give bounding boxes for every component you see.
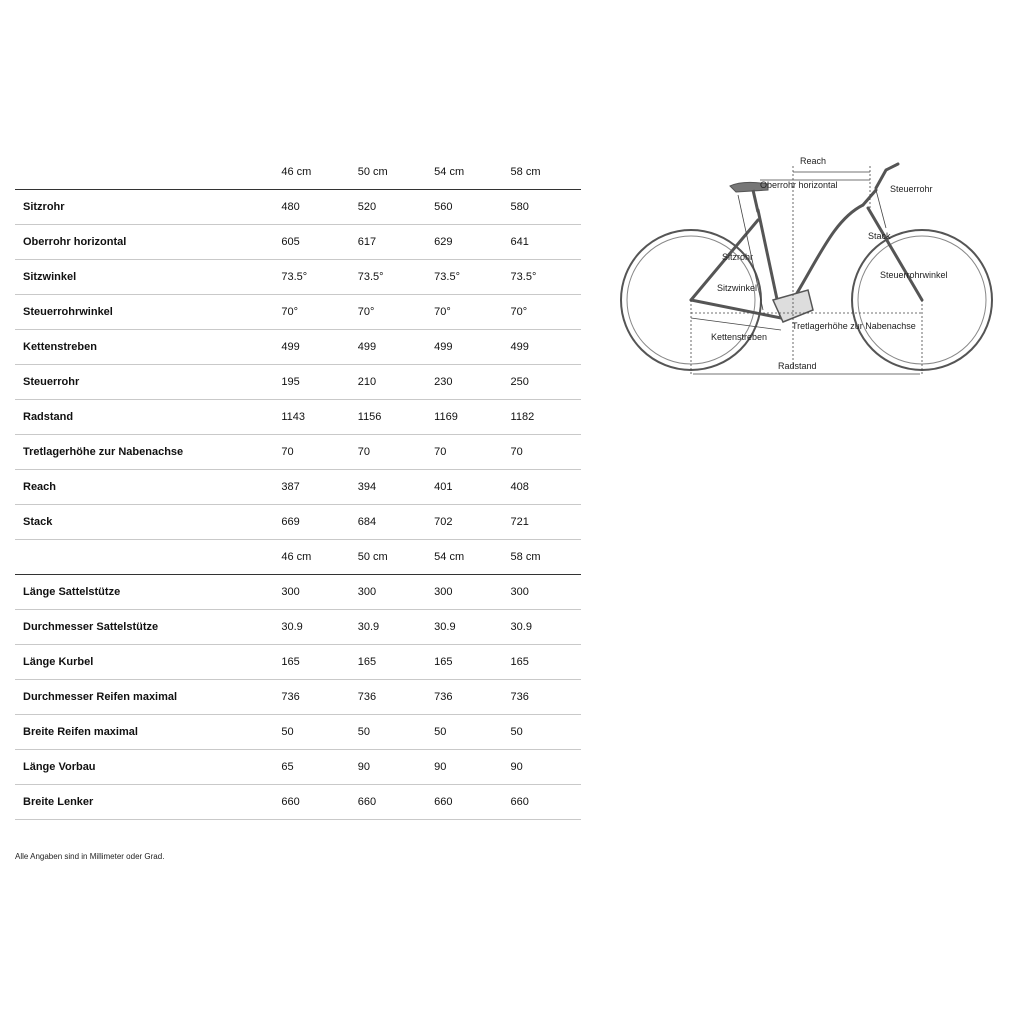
table-row (15, 680, 581, 715)
row-value: 580 (505, 190, 581, 225)
label-radstand: Radstand (778, 361, 817, 371)
table-row (15, 330, 581, 365)
row-value: 605 (275, 225, 351, 260)
row-value: 660 (275, 785, 351, 820)
row-value: 70 (505, 435, 581, 470)
row-value: 660 (428, 785, 504, 820)
row-label: Tretlagerhöhe zur Nabenachse (15, 435, 275, 470)
label-tretlager: Tretlagerhöhe zur Nabenachse (792, 321, 916, 331)
label-steuerrohrwinkel: Steuerrohrwinkel (880, 270, 948, 280)
table-row (15, 575, 581, 610)
row-value: 669 (275, 505, 351, 540)
row-value: 70° (505, 295, 581, 330)
label-reach: Reach (800, 156, 827, 166)
size-header: 46 cm (275, 155, 351, 190)
label-kettenstreben: Kettenstreben (711, 332, 768, 342)
row-label: Kettenstreben (15, 330, 275, 365)
row-value: 230 (428, 365, 504, 400)
row-value: 641 (505, 225, 581, 260)
row-value: 73.5° (505, 260, 581, 295)
row-value: 165 (275, 645, 351, 680)
size-header: 58 cm (505, 540, 581, 575)
components-table-body (15, 575, 581, 820)
geometry-table (15, 155, 581, 540)
row-label: Radstand (15, 400, 275, 435)
table-row (15, 470, 581, 505)
row-label: Länge Sattelstütze (15, 575, 275, 610)
components-table-header (15, 540, 581, 575)
row-value: 65 (275, 750, 351, 785)
row-label: Steuerrohrwinkel (15, 295, 275, 330)
row-value: 560 (428, 190, 504, 225)
row-value: 50 (505, 715, 581, 750)
row-value: 70° (428, 295, 504, 330)
row-value: 736 (352, 680, 428, 715)
size-header: 50 cm (352, 155, 428, 190)
size-header: 46 cm (275, 540, 351, 575)
row-value: 684 (352, 505, 428, 540)
row-value: 660 (505, 785, 581, 820)
row-label: Länge Vorbau (15, 750, 275, 785)
table-row (15, 715, 581, 750)
row-value: 70° (275, 295, 351, 330)
row-value: 629 (428, 225, 504, 260)
table-row (15, 400, 581, 435)
label-steuerrohr: Steuerrohr (890, 184, 933, 194)
row-value: 387 (275, 470, 351, 505)
row-value: 1169 (428, 400, 504, 435)
geometry-table-body (15, 190, 581, 540)
row-value: 165 (505, 645, 581, 680)
label-oberrohr: Oberrohr horizontal (760, 180, 838, 190)
row-value: 90 (505, 750, 581, 785)
row-value: 1156 (352, 400, 428, 435)
table-row (15, 610, 581, 645)
row-value: 30.9 (352, 610, 428, 645)
row-value: 73.5° (428, 260, 504, 295)
geometry-table-header (15, 155, 581, 190)
row-label: Breite Reifen maximal (15, 715, 275, 750)
row-label: Sitzwinkel (15, 260, 275, 295)
row-value: 1143 (275, 400, 351, 435)
row-value: 480 (275, 190, 351, 225)
table-row (15, 505, 581, 540)
row-label: Durchmesser Sattelstütze (15, 610, 275, 645)
row-value: 736 (428, 680, 504, 715)
row-value: 90 (352, 750, 428, 785)
size-header: 54 cm (428, 540, 504, 575)
row-value: 300 (428, 575, 504, 610)
row-value: 30.9 (275, 610, 351, 645)
geometry-sheet (15, 155, 581, 820)
table-row (15, 190, 581, 225)
table-row (15, 435, 581, 470)
table-row (15, 785, 581, 820)
row-value: 499 (505, 330, 581, 365)
header-blank-cell (15, 155, 275, 190)
label-stack: Stack (868, 231, 891, 241)
row-value: 401 (428, 470, 504, 505)
table-row (15, 225, 581, 260)
table-row (15, 260, 581, 295)
header-blank-cell (15, 540, 275, 575)
row-value: 50 (428, 715, 504, 750)
row-value: 50 (352, 715, 428, 750)
row-value: 736 (275, 680, 351, 715)
row-value: 499 (352, 330, 428, 365)
row-value: 50 (275, 715, 351, 750)
units-note: Alle Angaben sind in Millimeter oder Grad. (15, 852, 165, 861)
row-value: 300 (275, 575, 351, 610)
row-value: 90 (428, 750, 504, 785)
row-label: Sitzrohr (15, 190, 275, 225)
row-value: 195 (275, 365, 351, 400)
row-label: Oberrohr horizontal (15, 225, 275, 260)
table-row (15, 645, 581, 680)
size-header: 58 cm (505, 155, 581, 190)
bike-geometry-diagram (618, 150, 1000, 385)
table-row (15, 365, 581, 400)
row-value: 736 (505, 680, 581, 715)
row-value: 520 (352, 190, 428, 225)
row-label: Steuerrohr (15, 365, 275, 400)
size-header: 54 cm (428, 155, 504, 190)
row-value: 721 (505, 505, 581, 540)
seatpost (753, 190, 758, 212)
row-label: Länge Kurbel (15, 645, 275, 680)
row-value: 300 (505, 575, 581, 610)
row-value: 702 (428, 505, 504, 540)
row-value: 408 (505, 470, 581, 505)
table-row (15, 750, 581, 785)
label-sitzwinkel: Sitzwinkel (717, 283, 758, 293)
row-value: 210 (352, 365, 428, 400)
row-value: 617 (352, 225, 428, 260)
row-label: Durchmesser Reifen maximal (15, 680, 275, 715)
row-value: 30.9 (505, 610, 581, 645)
row-value: 70 (428, 435, 504, 470)
row-label: Breite Lenker (15, 785, 275, 820)
row-value: 70 (352, 435, 428, 470)
row-value: 250 (505, 365, 581, 400)
row-label: Reach (15, 470, 275, 505)
row-value: 165 (428, 645, 504, 680)
row-value: 73.5° (275, 260, 351, 295)
row-value: 165 (352, 645, 428, 680)
row-label: Stack (15, 505, 275, 540)
row-value: 1182 (505, 400, 581, 435)
row-value: 70° (352, 295, 428, 330)
components-table (15, 540, 581, 820)
row-value: 300 (352, 575, 428, 610)
row-value: 499 (275, 330, 351, 365)
row-value: 499 (428, 330, 504, 365)
row-value: 30.9 (428, 610, 504, 645)
row-value: 73.5° (352, 260, 428, 295)
row-value: 394 (352, 470, 428, 505)
row-value: 660 (352, 785, 428, 820)
size-header: 50 cm (352, 540, 428, 575)
row-value: 70 (275, 435, 351, 470)
table-row (15, 295, 581, 330)
label-sitzrohr: Sitzrohr (722, 252, 754, 262)
